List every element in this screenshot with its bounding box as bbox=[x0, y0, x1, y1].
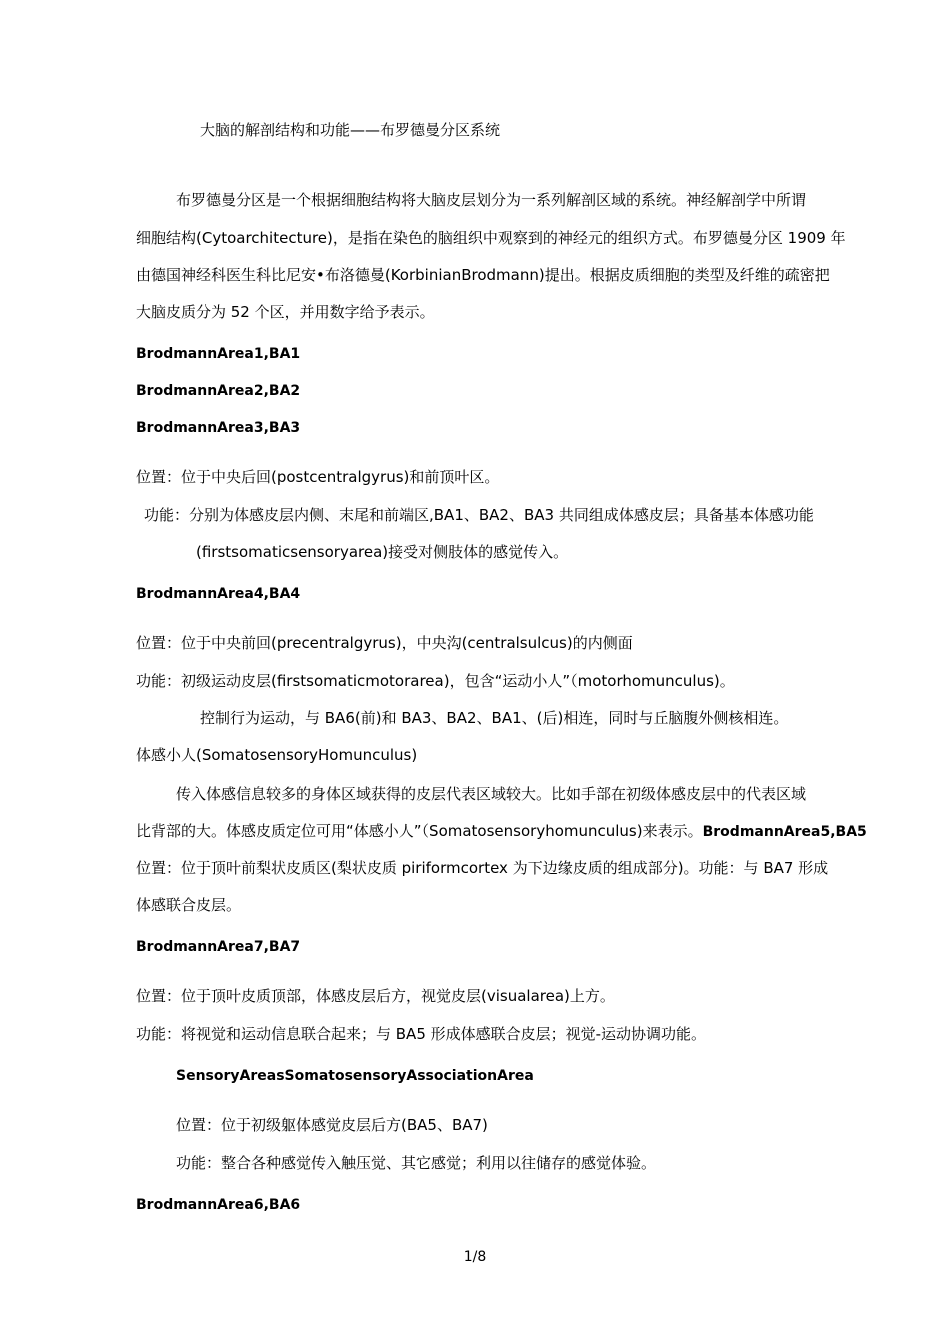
ba7-function: 功能：将视觉和运动信息联合起来；与 BA5 形成体感联合皮层；视觉-运动协调功能。 bbox=[136, 1025, 707, 1043]
heading-ba1: BrodmannArea1,BA1 bbox=[136, 346, 301, 362]
ba4-function: 功能：初级运动皮层(firstsomaticmotorarea)，包含“运动小人”（motorhomunculus)。 bbox=[136, 672, 735, 690]
ba5-line-1: 位置：位于顶叶前梨状皮质区(梨状皮质 piriformcortex 为下边缘皮质的组成部分)。功能：与 BA7 形成 bbox=[136, 859, 829, 877]
ba4-location: 位置：位于中央前回(precentralgyrus)，中央沟(centralsulcus)的内侧面 bbox=[136, 634, 633, 652]
ba123-location: 位置：位于中央后回(postcentralgyrus)和前顶叶区。 bbox=[136, 468, 500, 486]
heading-ba6: BrodmannArea6,BA6 bbox=[136, 1197, 301, 1213]
intro-line-1: 布罗德曼分区是一个根据细胞结构将大脑皮层划分为一系列解剖区域的系统。神经解剖学中所谓 bbox=[176, 191, 807, 209]
association-area-location: 位置：位于初级躯体感觉皮层后方(BA5、BA7) bbox=[176, 1116, 488, 1134]
association-area-function: 功能：整合各种感觉传入触压觉、其它感觉；利用以往储存的感觉体验。 bbox=[176, 1154, 657, 1172]
intro-line-2: 细胞结构(Cytoarchitecture)，是指在染色的脑组织中观察到的神经元的组织方式。布罗德曼分区 1909 年 bbox=[136, 229, 846, 247]
homunculus-line-2-text: 比背部的大。体感皮质定位可用“体感小人”（Somatosensoryhomunculus)来表示。 bbox=[136, 822, 703, 840]
ba5-line-2: 体感联合皮层。 bbox=[136, 896, 242, 914]
heading-ba2: BrodmannArea2,BA2 bbox=[136, 383, 301, 399]
heading-ba3: BrodmannArea3,BA3 bbox=[136, 420, 301, 436]
association-area-heading: SensoryAreasSomatosensoryAssociationArea bbox=[176, 1068, 534, 1084]
homunculus-line-1: 传入体感信息较多的身体区域获得的皮层代表区域较大。比如手部在初级体感皮层中的代表区域 bbox=[176, 785, 807, 803]
heading-ba7: BrodmannArea7,BA7 bbox=[136, 939, 301, 955]
ba123-function-line-1: 功能：分别为体感皮层内侧、末尾和前端区,BA1、BA2、BA3 共同组成体感皮层；具备基本体感功能 bbox=[144, 506, 814, 524]
homunculus-heading: 体感小人(SomatosensoryHomunculus) bbox=[136, 746, 418, 764]
intro-line-4: 大脑皮质分为 52 个区，并用数字给予表示。 bbox=[136, 303, 435, 321]
document-title: 大脑的解剖结构和功能——布罗德曼分区系统 bbox=[200, 121, 501, 139]
ba123-function-line-2: (firstsomaticsensoryarea)接受对侧肢体的感觉传入。 bbox=[196, 543, 569, 561]
homunculus-line-2 bbox=[136, 821, 867, 842]
ba7-location: 位置：位于顶叶皮质顶部，体感皮层后方，视觉皮层(visualarea)上方。 bbox=[136, 987, 615, 1005]
intro-line-3: 由德国神经科医生科比尼安•布洛德曼(KorbinianBrodmann)提出。根据皮质细胞的类型及纤维的疏密把 bbox=[136, 266, 830, 284]
page-number: 1/8 bbox=[463, 1249, 487, 1265]
ba4-control: 控制行为运动，与 BA6(前)和 BA3、BA2、BA1、(后)相连，同时与丘脑腹外侧核相连。 bbox=[200, 709, 789, 727]
heading-ba5: BrodmannArea5,BA5 bbox=[702, 824, 867, 840]
heading-ba4: BrodmannArea4,BA4 bbox=[136, 586, 301, 602]
